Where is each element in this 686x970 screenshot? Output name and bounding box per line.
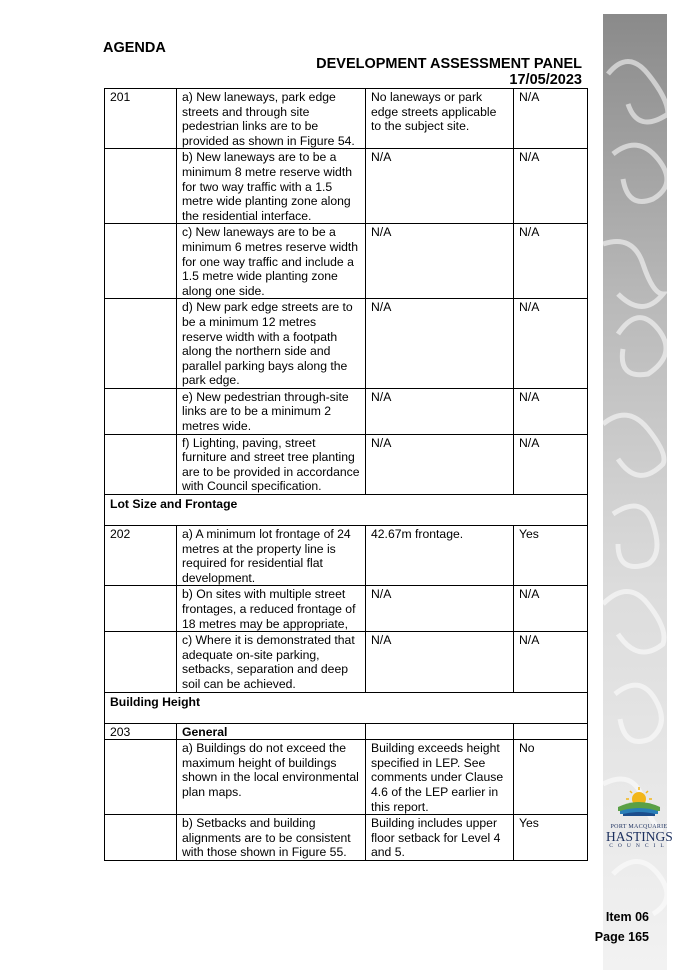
requirement-cell: a) New laneways, park edge streets and through site pedestrian links are to be provided as shown in Figure 54. <box>177 89 366 149</box>
clause-number-cell: 202 <box>105 526 177 586</box>
proposal-cell: N/A <box>366 224 514 299</box>
requirement-cell: e) New pedestrian through-site links are to be a minimum 2 metres wide. <box>177 388 366 434</box>
table-row <box>105 586 588 632</box>
requirement-cell: d) New park edge streets are to be a minimum 12 metres reserve width with a footpath along the northern side and parallel parking bays along the park edge. <box>177 299 366 389</box>
logo-sun-icon <box>614 785 664 817</box>
complies-cell: N/A <box>514 224 588 299</box>
table-row <box>105 740 588 815</box>
clause-number-cell <box>105 740 177 815</box>
requirement-cell: f) Lighting, paving, street furniture and street tree planting are to be provided in accordance with Council specification. <box>177 434 366 494</box>
proposal-cell: N/A <box>366 434 514 494</box>
panel-title: DEVELOPMENT ASSESSMENT PANEL <box>316 56 582 72</box>
section-heading: Building Height <box>105 692 588 723</box>
table-row <box>105 299 588 389</box>
complies-cell <box>514 723 588 740</box>
table-row <box>105 434 588 494</box>
clause-number-cell <box>105 586 177 632</box>
complies-cell: N/A <box>514 632 588 692</box>
complies-cell: N/A <box>514 89 588 149</box>
complies-cell: Yes <box>514 526 588 586</box>
table-row <box>105 526 588 586</box>
clause-number-cell <box>105 388 177 434</box>
clause-number-cell: 203 <box>105 723 177 740</box>
requirement-cell: General <box>177 723 366 740</box>
logo-text-council: COUNCIL <box>609 843 669 849</box>
logo-text-port-macquarie: PORT MACQUARIE <box>610 824 668 830</box>
requirement-cell: b) On sites with multiple street frontages, a reduced frontage of 18 metres may be appropriate, <box>177 586 366 632</box>
logo-text-hastings: HASTINGS <box>606 829 673 844</box>
clause-number-cell <box>105 299 177 389</box>
page-number: Page 165 <box>594 930 649 944</box>
item-number: Item 06 <box>605 910 649 924</box>
section-heading-row <box>105 692 588 723</box>
clause-number-cell <box>105 815 177 861</box>
table-row <box>105 815 588 861</box>
complies-cell: N/A <box>514 299 588 389</box>
table-row <box>105 632 588 692</box>
table-row <box>105 388 588 434</box>
proposal-cell: N/A <box>366 632 514 692</box>
table-row <box>105 723 588 740</box>
council-logo <box>606 785 672 849</box>
clause-number-cell: 201 <box>105 89 177 149</box>
proposal-cell: N/A <box>366 149 514 224</box>
requirement-cell: c) New laneways are to be a minimum 6 metres reserve width for one way traffic and include a 1.5 metre wide planting zone along one side. <box>177 224 366 299</box>
table-row <box>105 149 588 224</box>
clause-number-cell <box>105 224 177 299</box>
clause-number-cell <box>105 632 177 692</box>
requirement-cell: b) New laneways are to be a minimum 8 metre reserve width for two way traffic with a 1.5 metre wide planting zone along the residential interface. <box>177 149 366 224</box>
requirement-cell: b) Setbacks and building alignments are to be consistent with those shown in Figure 55. <box>177 815 366 861</box>
proposal-cell: N/A <box>366 388 514 434</box>
requirement-cell: c) Where it is demonstrated that adequate on-site parking, setbacks, separation and deep soil can be achieved. <box>177 632 366 692</box>
panel-header <box>316 56 582 88</box>
complies-cell: Yes <box>514 815 588 861</box>
complies-cell: N/A <box>514 434 588 494</box>
section-heading-row <box>105 495 588 526</box>
requirement-cell: a) Buildings do not exceed the maximum height of buildings shown in the local environmental plan maps. <box>177 740 366 815</box>
proposal-cell: Building includes upper floor setback for Level 4 and 5. <box>366 815 514 861</box>
complies-cell: No <box>514 740 588 815</box>
agenda-heading: AGENDA <box>103 40 166 56</box>
meeting-date: 17/05/2023 <box>509 72 582 88</box>
complies-cell: N/A <box>514 388 588 434</box>
complies-cell: N/A <box>514 586 588 632</box>
table-row <box>105 89 588 149</box>
complies-cell: N/A <box>514 149 588 224</box>
clause-number-cell <box>105 434 177 494</box>
table-row <box>105 224 588 299</box>
requirement-cell: a) A minimum lot frontage of 24 metres at the property line is required for residential flat development. <box>177 526 366 586</box>
dcp-compliance-table <box>104 88 588 861</box>
clause-number-cell <box>105 149 177 224</box>
proposal-cell: No laneways or park edge streets applicable to the subject site. <box>366 89 514 149</box>
section-heading: Lot Size and Frontage <box>105 495 588 526</box>
proposal-cell: N/A <box>366 586 514 632</box>
proposal-cell: N/A <box>366 299 514 389</box>
proposal-cell <box>366 723 514 740</box>
proposal-cell: Building exceeds height specified in LEP. See comments under Clause 4.6 of the LEP earlier in this report. <box>366 740 514 815</box>
proposal-cell: 42.67m frontage. <box>366 526 514 586</box>
